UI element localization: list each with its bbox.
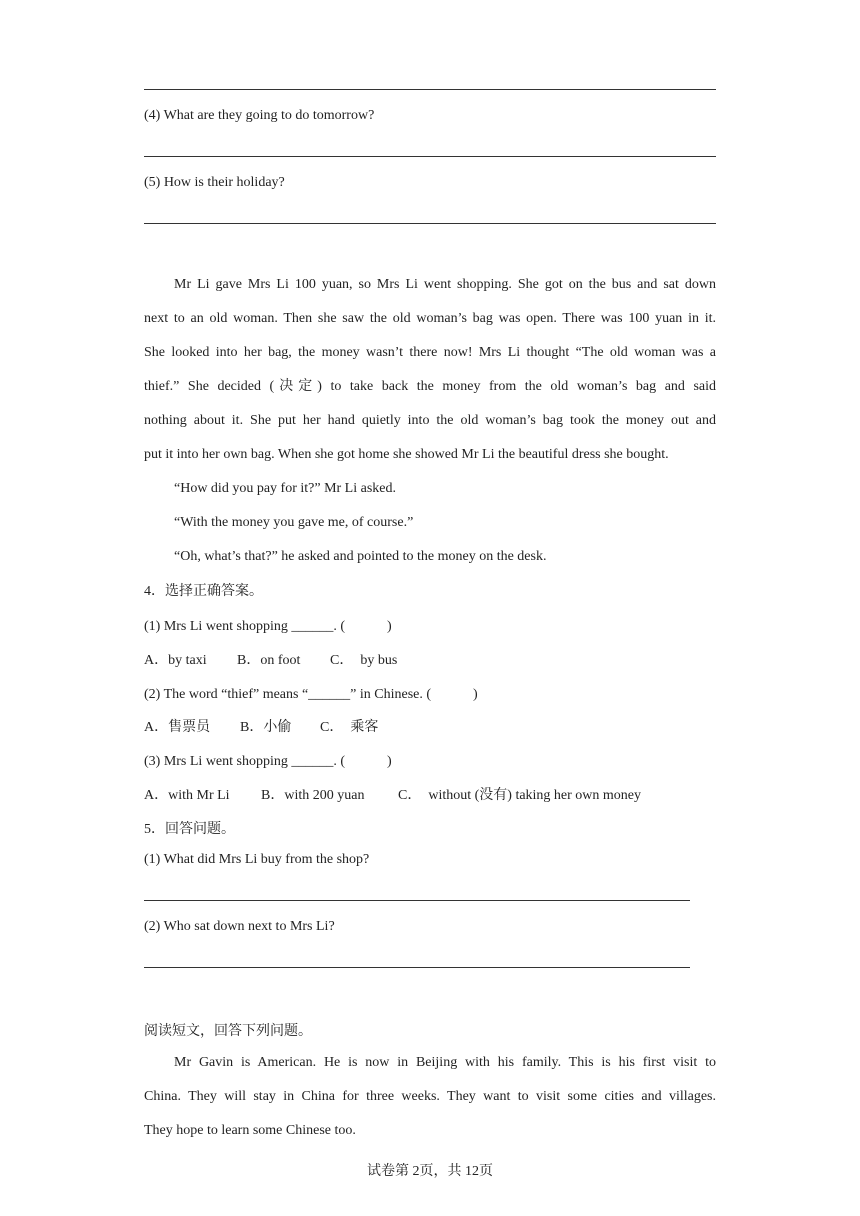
mc-question: (3) Mrs Li went shopping ______. ( ) xyxy=(144,754,392,769)
section-4-heading: 4．选择正确答案。 xyxy=(144,584,263,599)
option-c[interactable]: C． without (没有) taking her own money xyxy=(398,788,642,803)
story-line: She looked into her bag, the money wasn’t there now! Mrs Li thought “The old woman was a xyxy=(144,345,716,360)
dialogue-line: “Oh, what’s that?” he asked and pointed to the money on the desk. xyxy=(174,549,547,564)
story-line: nothing about it. She put her hand quietly into the old woman’s bag took the money out and xyxy=(144,413,716,428)
story-paragraph xyxy=(144,1046,716,1148)
dialogue-line: “With the money you gave me, of course.” xyxy=(174,515,414,530)
story-line: They hope to learn some Chinese too. xyxy=(144,1123,356,1138)
story-line: next to an old woman. Then she saw the old woman’s bag was open. There was 100 yuan in it. xyxy=(144,311,716,326)
story-line: Mr Gavin is American. He is now in Beijing with his family. This is his first visit to xyxy=(174,1055,716,1070)
reading-instruction: 阅读短文，回答下列问题。 xyxy=(144,1024,312,1039)
answer-line[interactable] xyxy=(144,89,716,90)
answer-line[interactable] xyxy=(144,900,690,901)
dialogue-line: “How did you pay for it?” Mr Li asked. xyxy=(174,481,396,496)
question-2: (2) Who sat down next to Mrs Li? xyxy=(144,919,335,934)
question-1: (1) What did Mrs Li buy from the shop? xyxy=(144,852,370,867)
option-b[interactable]: B．with 200 yuan xyxy=(261,788,365,803)
mc-question: (2) The word “thief” means “______” in Chinese. ( ) xyxy=(144,687,478,702)
mc-question: (1) Mrs Li went shopping ______. ( ) xyxy=(144,619,392,634)
story-line: China. They will stay in China for three weeks. They want to visit some cities and villages. xyxy=(144,1089,716,1104)
story-line: put it into her own bag. When she got home she showed Mr Li the beautiful dress she bought. xyxy=(144,447,669,462)
story-line: Mr Li gave Mrs Li 100 yuan, so Mrs Li went shopping. She got on the bus and sat down xyxy=(174,277,716,292)
page-footer: 试卷第 2页，共 12页 xyxy=(367,1164,493,1179)
story-paragraph xyxy=(144,268,716,574)
answer-line[interactable] xyxy=(144,223,716,224)
answer-line[interactable] xyxy=(144,156,716,157)
option-b[interactable]: B．小偷 xyxy=(240,720,292,735)
option-c[interactable]: C． by bus xyxy=(330,653,398,668)
question-5: (5) How is their holiday? xyxy=(144,175,285,190)
option-c[interactable]: C． 乘客 xyxy=(320,720,379,735)
section-5-heading: 5．回答问题。 xyxy=(144,822,235,837)
option-b[interactable]: B．on foot xyxy=(237,653,301,668)
answer-line[interactable] xyxy=(144,967,690,968)
option-a[interactable]: A．by taxi xyxy=(144,653,207,668)
option-a[interactable]: A．售票员 xyxy=(144,720,211,735)
option-a[interactable]: A．with Mr Li xyxy=(144,788,230,803)
story-line: thief.” She decided (决定) to take back the money from the old woman’s bag and said xyxy=(144,379,716,394)
question-4: (4) What are they going to do tomorrow? xyxy=(144,108,375,123)
